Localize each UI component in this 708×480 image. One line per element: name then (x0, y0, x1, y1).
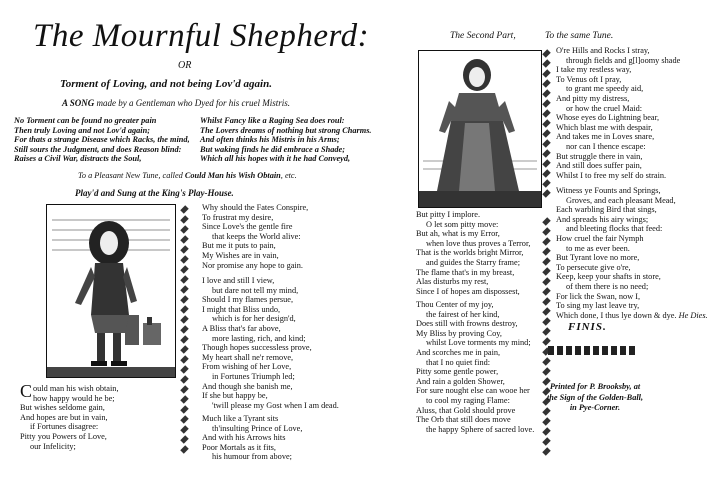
cavalier-woodcut (46, 204, 176, 378)
intro-verse-left (14, 116, 190, 164)
verse-line-final (556, 311, 708, 321)
verse-line: Should I my flames persue, (202, 295, 294, 305)
verse-line: To sing my last leave try, (556, 301, 640, 311)
verse-line: I love and still I view, (202, 276, 275, 285)
verse-line: But wishes seldome gain, (20, 403, 105, 413)
verse-line: And hopes are but in vain, (20, 412, 108, 422)
verse-line: how happy would he be; (33, 393, 115, 403)
tune-suffix: , etc. (280, 171, 297, 180)
verse-line: Whose eyes do Lightning bear, (556, 113, 660, 123)
verse-line: Pitty you Powers of Love, (20, 431, 107, 441)
stanza-4 (202, 414, 302, 462)
verse-line: For lick the Swan, now I, (556, 291, 641, 301)
verse-line: If she but happy be, (202, 391, 268, 401)
intro-line: Then truly Loving and not Lov'd again; (14, 125, 150, 135)
stanza-2 (202, 203, 308, 270)
finis: FINIS. (568, 321, 607, 333)
verse-line: to cool my raging Flame: (426, 395, 510, 405)
song-label: A SONG (62, 98, 95, 108)
verse-line: and bleeting flocks that feed: (566, 224, 663, 234)
verse-line: Groves, and each pleasant Mead, (566, 195, 676, 205)
verse-line: Pitty some gentle power, (416, 367, 499, 377)
verse-line: Why should the Fates Conspire, (202, 203, 309, 212)
verse-line: Aluss, that Gold should prove (416, 405, 516, 415)
intro-line: Whilst Fancy like a Raging Sea does roul: (200, 116, 345, 125)
verse-line: which is for her design'd, (212, 314, 296, 324)
tune-line (78, 171, 297, 180)
stanza-6 (416, 300, 534, 434)
verse-line: That is the worlds bright Mirror, (416, 248, 524, 258)
verse-line: And rain a golden Shower, (416, 376, 505, 386)
he-dies: He Dies. (678, 310, 708, 320)
verse-line: From wishing of her Love, (202, 362, 292, 372)
verse-line: A Bliss that's far above, (202, 323, 281, 333)
verse-line: I take my restless way, (556, 65, 632, 75)
verse-line: our Infelicity; (30, 441, 76, 451)
verse-line: And with his Arrows hits (202, 433, 286, 443)
verse-line: 'twill please my Gost when I am dead. (212, 400, 339, 410)
verse-line: the happy Sphere of sacred love. (426, 424, 535, 434)
printer-line: the Sign of the Golden-Ball, (546, 392, 644, 402)
verse-line: Thou Center of my joy, (416, 300, 494, 309)
tune-prefix: To a Pleasant New Tune, called (78, 171, 185, 180)
intro-line: Raises a Civil War, distracts the Soul, (14, 154, 142, 164)
stanza-7 (556, 46, 680, 180)
verse-line: whilst Love torments my mind; (426, 338, 531, 348)
verse-line: that I no quiet find: (426, 357, 491, 367)
verse-line: the fairest of her kind, (426, 309, 500, 319)
verse-line: My Wishes are in vain, (202, 250, 279, 260)
verse-line: Which done, I thus lye down & dye. (556, 310, 677, 320)
verse-line: nor can I thence escape: (566, 141, 646, 151)
intro-line: No Torment can be found no greater pain (14, 116, 157, 125)
verse-line: through fields and g[l]oomy shade (566, 55, 681, 65)
verse-line: And takes me in Loves snare, (556, 132, 655, 142)
tune-name: Could Man his Wish Obtain (184, 171, 281, 180)
verse-line: to me as ever been. (566, 243, 630, 253)
verse-line: But pitty I implore. (416, 210, 481, 219)
verse-line: Whilst I to free my self do strain. (556, 170, 667, 180)
intro-line: Still sours the Judgment, and does Reason blind: (14, 144, 182, 154)
intro-line: And often thinks his Mistris in his Arms; (200, 135, 340, 145)
ornamental-border-left (180, 206, 188, 466)
verse-line: O let som pitty move: (426, 219, 499, 229)
verse-line: My Bliss by proving Coy, (416, 328, 502, 338)
verse-line: and guides the Starry frame; (426, 257, 521, 267)
verse-line: when love thus proves a Terror, (426, 238, 531, 248)
song-rest: made by a Gentleman who Dyed for his cruel Mistris. (94, 98, 290, 108)
verse-line: Much like a Tyrant sits (202, 414, 279, 423)
verse-line: but dare not tell my mind, (212, 285, 299, 295)
verse-line: Each warbling Bird that sings, (556, 205, 657, 215)
verse-line: And pitty my distress, (556, 93, 630, 103)
printer-line: in Pye-Corner. (569, 403, 621, 412)
printer-imprint (545, 382, 645, 414)
or-separator: OR (178, 60, 192, 71)
verse-line: But Tyrant love no more, (556, 253, 640, 263)
intro-line: But waking finds he did embrace a Shade; (200, 144, 345, 154)
verse-line: Alas disturbs my rest, (416, 277, 489, 287)
verse-line: Nor promise any hope to gain. (202, 260, 303, 270)
verse-line: To Venus oft I pray, (556, 74, 622, 84)
intro-line: The Lovers dreams of nothing but strong Charms. (200, 125, 372, 135)
stanza-5 (416, 210, 530, 296)
verse-line: But ah, what is my Error, (416, 229, 500, 239)
verse-line: Witness ye Founts and Springs, (556, 186, 661, 195)
verse-line: Keep, keep your shafts in store, (556, 272, 661, 282)
lady-woodcut (418, 50, 542, 208)
verse-line: And though she banish me, (202, 381, 293, 391)
stanza-3 (202, 276, 339, 410)
verse-line: Which blast me with despair, (556, 122, 653, 132)
verse-line: his humour from above; (212, 452, 292, 462)
second-part-heading: The Second Part, (450, 31, 516, 41)
verse-line: Though hopes successless prove, (202, 343, 312, 353)
verse-line: Since I of hopes am dispossest, (416, 286, 520, 296)
verse-line: of them there is no need; (566, 281, 649, 291)
verse-line: To persecute give o're, (556, 262, 631, 272)
verse-line: Poor Mortals as it fits, (202, 442, 276, 452)
stanza-1 (20, 381, 119, 451)
verse-line: th'insulting Prince of Love, (212, 423, 303, 433)
song-description (62, 98, 290, 108)
verse-line: Does still with frowns destroy, (416, 319, 518, 329)
ballad-title: The Mournful Shepherd: (33, 18, 370, 54)
verse-line: Since Love's the gentle fire (202, 222, 293, 232)
verse-line: ould man his wish obtain, (33, 384, 119, 393)
verse-line: To frustrat my desire, (202, 212, 274, 222)
cavalier-figure-icon (47, 205, 175, 377)
stanza-8 (556, 186, 708, 320)
subtitle: Torment of Loving, and not being Lov'd again. (60, 78, 272, 90)
verse-line: My heart shall ne'r remove, (202, 352, 294, 362)
verse-line: in Fortunes Triumph led; (212, 371, 295, 381)
intro-line: For thats a strange Disease which Racks, the mind, (14, 135, 190, 145)
verse-line: But struggle there in vain, (556, 151, 643, 161)
ornament-rule (548, 346, 636, 355)
verse-line: The Orb that still does move (416, 415, 511, 425)
played-heading: Play'd and Sung at the King's Play-House. (75, 188, 234, 198)
verse-line: or how the cruel Maid: (566, 103, 643, 113)
intro-verse-right (200, 116, 372, 164)
verse-line: O're Hills and Rocks I stray, (556, 46, 650, 55)
verse-line: more lasting, rich, and kind; (212, 333, 306, 343)
drop-initial: C (20, 381, 33, 401)
printer-line: Printed for P. Brooksby, at (549, 382, 641, 391)
verse-line: But me it puts to pain, (202, 241, 276, 251)
verse-line: The flame that's in my breast, (416, 267, 515, 277)
verse-line: if Fortunes disagree: (30, 422, 99, 432)
verse-line: And spreads his airy wings; (556, 214, 649, 224)
lady-figure-icon (419, 51, 541, 207)
verse-line: I might that Bliss undo, (202, 304, 281, 314)
verse-line: that keeps the World alive: (212, 231, 301, 241)
ornamental-border-right-bottom (542, 218, 550, 468)
verse-line: And still does suffer pain, (556, 161, 642, 171)
verse-line: And scorches me in pain, (416, 347, 501, 357)
same-tune-heading: To the same Tune. (545, 31, 614, 41)
ornamental-border-right-top (542, 50, 550, 200)
verse-line: How cruel the fair Nymph (556, 233, 644, 243)
intro-line: Which all his hopes with it he had Conveyd, (200, 154, 351, 164)
verse-line: to grant me speedy aid, (566, 84, 644, 94)
verse-line: For sure nought else can wooe her (416, 386, 530, 396)
